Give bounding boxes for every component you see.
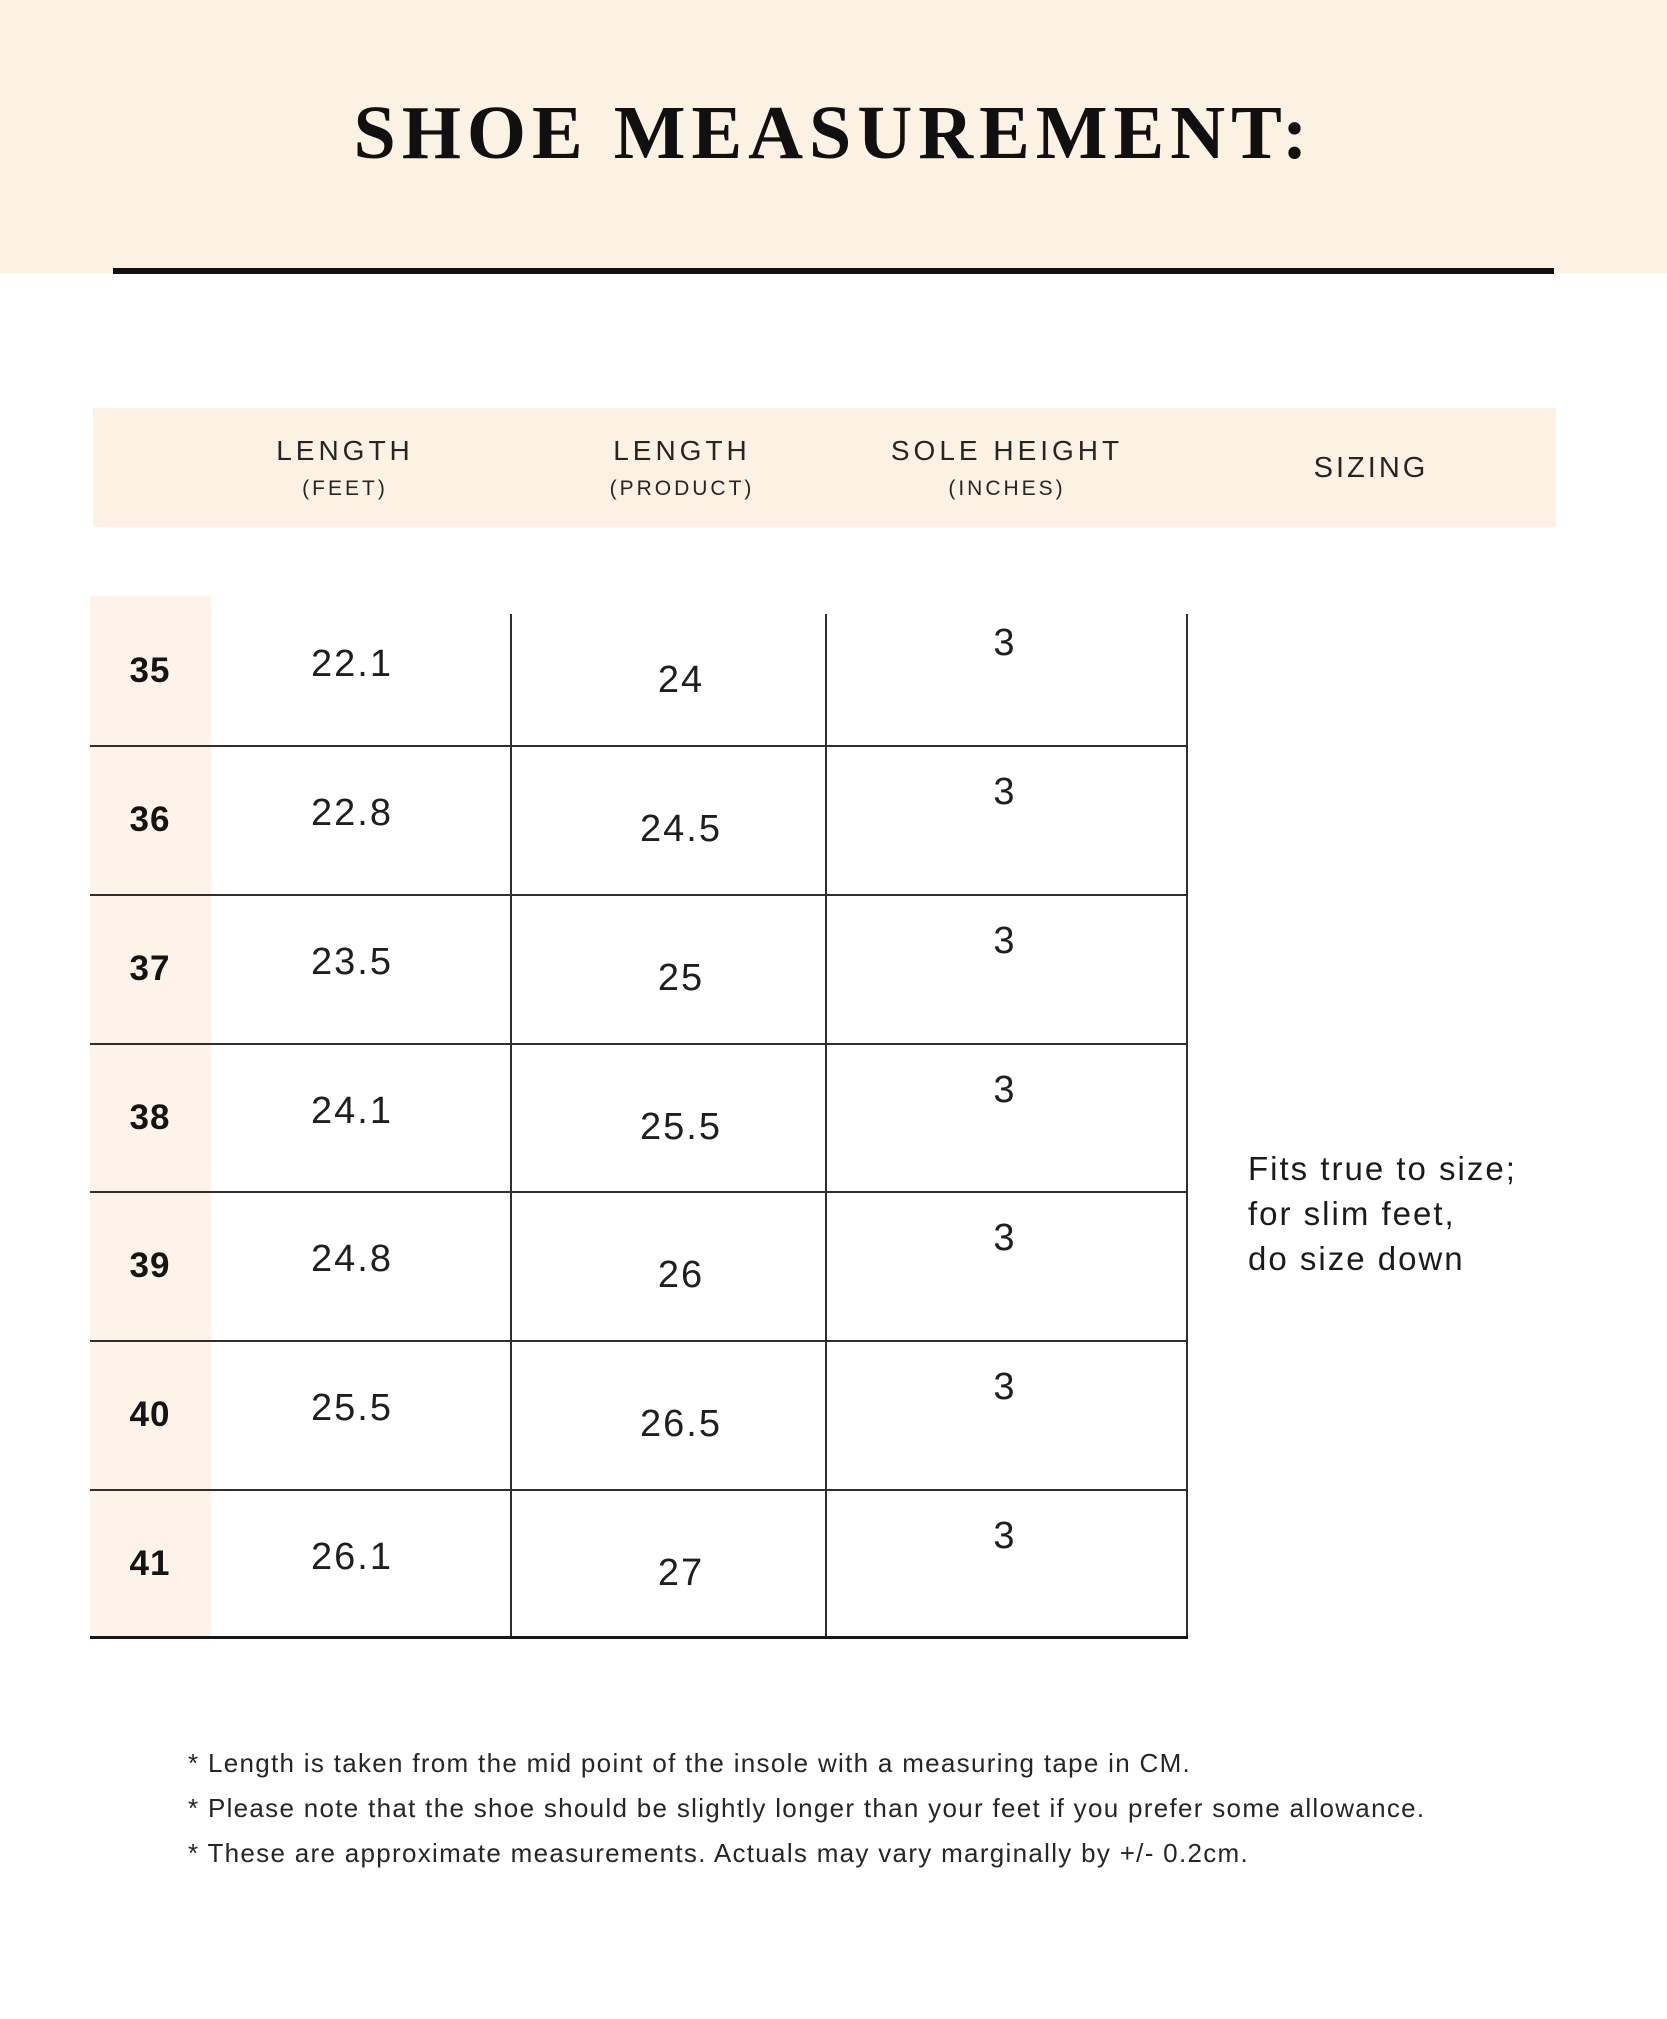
length-feet-cell: 24.1	[311, 1089, 393, 1132]
page-title: SHOE MEASUREMENT:	[353, 91, 1314, 175]
size-cell: 36	[129, 799, 171, 839]
length-product-cell: 25.5	[640, 1105, 722, 1148]
row-divider	[90, 1340, 1186, 1342]
length-product-cell: 26.5	[640, 1402, 722, 1445]
length-product-cell: 24	[657, 658, 705, 701]
column-header-sole-height	[882, 408, 1132, 527]
column-header-sublabel: (INCHES)	[948, 476, 1066, 500]
sole-height-cell: 3	[993, 1365, 1017, 1408]
column-divider	[1186, 614, 1188, 1638]
sole-height-cell: 3	[993, 1216, 1017, 1259]
length-feet-cell: 23.5	[311, 940, 393, 983]
length-feet-cell: 26.1	[311, 1535, 393, 1578]
size-cell: 37	[129, 948, 171, 988]
table-row	[90, 894, 1186, 1043]
sole-height-cell: 3	[993, 1068, 1017, 1111]
sizing-note-line: do size down	[1248, 1240, 1465, 1277]
column-header-length-product	[582, 408, 782, 527]
column-header-label: SOLE HEIGHT	[890, 434, 1124, 466]
size-cell: 35	[129, 650, 171, 690]
footnote-line: * These are approximate measurements. Actuals may vary marginally by +/- 0.2cm.	[188, 1838, 1250, 1868]
sizing-note-line: for slim feet,	[1248, 1195, 1456, 1232]
column-header-label: LENGTH	[276, 434, 414, 466]
column-header-sublabel: (PRODUCT)	[609, 476, 755, 500]
row-divider	[90, 1043, 1186, 1045]
footnote-line: * Please note that the shoe should be slightly longer than your feet if you prefer some allowance.	[188, 1793, 1426, 1823]
column-header-sublabel: (FEET)	[302, 476, 388, 500]
table-bottom-border	[90, 1636, 1188, 1639]
length-feet-cell: 24.8	[311, 1237, 393, 1280]
length-feet-cell: 25.5	[311, 1386, 393, 1429]
footnote-line: * Length is taken from the mid point of the insole with a measuring tape in CM.	[188, 1748, 1192, 1778]
row-divider	[90, 745, 1186, 747]
column-header-length-feet	[245, 408, 445, 527]
row-divider	[90, 1489, 1186, 1491]
row-divider	[90, 1191, 1186, 1193]
sole-height-cell: 3	[993, 1514, 1017, 1557]
table-row	[90, 1043, 1186, 1192]
column-header-sizing	[1271, 408, 1471, 527]
size-cell: 41	[129, 1543, 171, 1583]
sole-height-cell: 3	[993, 770, 1017, 813]
sizing-note	[1248, 1146, 1628, 1281]
length-product-cell: 24.5	[640, 807, 722, 850]
length-product-cell: 27	[657, 1551, 705, 1594]
sizing-note-line: Fits true to size;	[1248, 1150, 1517, 1187]
length-product-cell: 26	[657, 1253, 705, 1296]
length-product-cell: 25	[657, 956, 705, 999]
footnotes	[188, 1741, 1588, 1876]
column-header-label: SIZING	[1313, 451, 1429, 484]
table-row	[90, 596, 1186, 745]
table-row	[90, 745, 1186, 894]
sole-height-cell: 3	[993, 919, 1017, 962]
table-row	[90, 1340, 1186, 1489]
sole-height-cell: 3	[993, 621, 1017, 664]
size-cell: 39	[129, 1245, 171, 1285]
size-cell: 40	[129, 1394, 171, 1434]
column-header-label: LENGTH	[613, 434, 751, 466]
row-divider	[90, 894, 1186, 896]
size-cell: 38	[129, 1097, 171, 1137]
table-row	[90, 1191, 1186, 1340]
header-divider	[113, 268, 1554, 274]
length-feet-cell: 22.8	[311, 791, 393, 834]
length-feet-cell: 22.1	[311, 642, 393, 685]
table-row	[90, 1489, 1186, 1638]
